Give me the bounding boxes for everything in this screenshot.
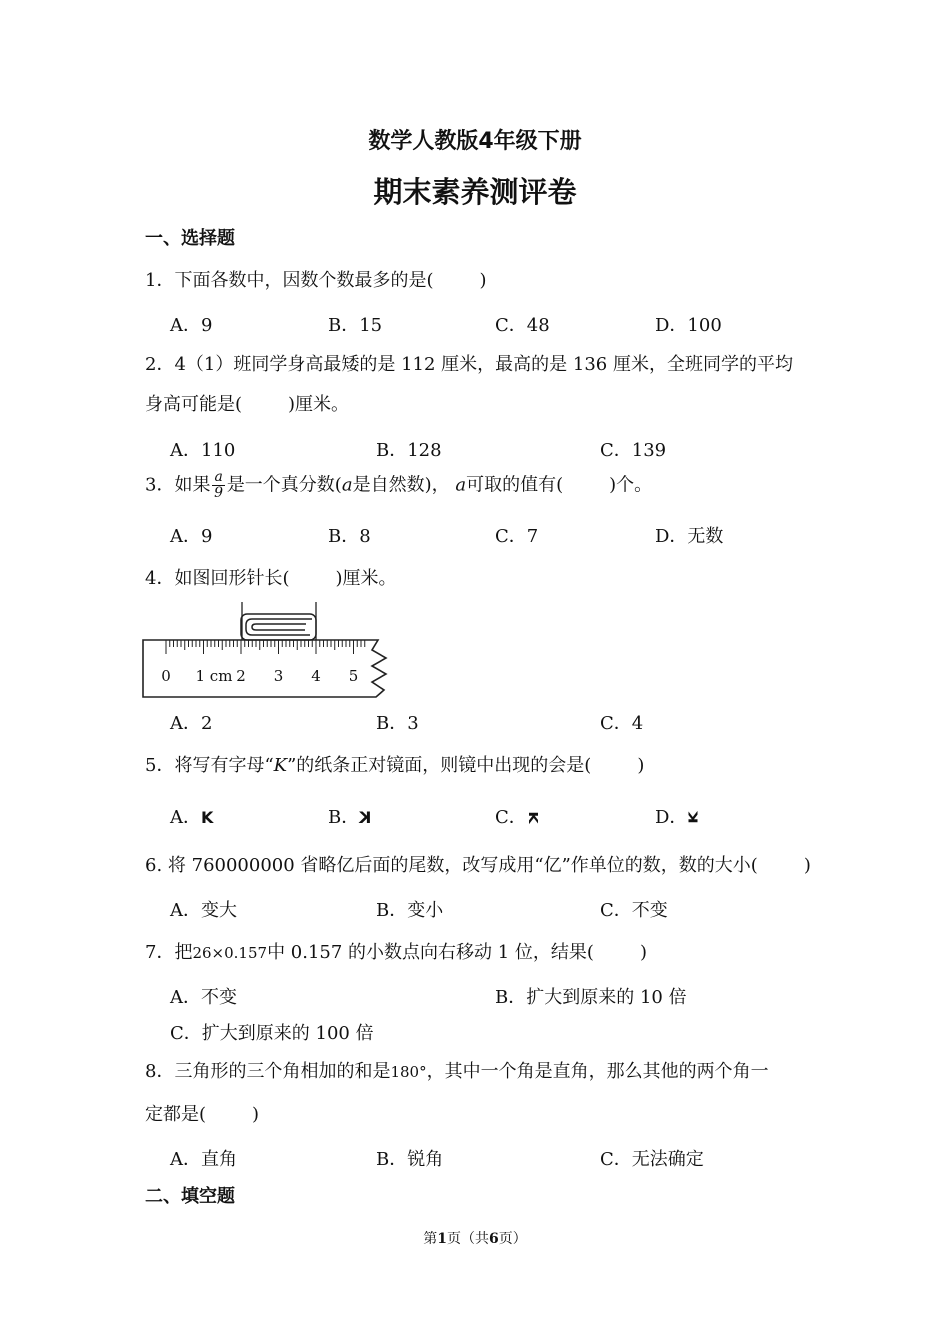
question-4 [145,564,397,590]
question-2-post: )厘米。 [288,394,350,415]
q5-option-a[interactable] [170,803,213,829]
page-footer [0,1228,950,1248]
question-7-post: 中 0.157 的小数点向右移动 1 位，结果( [267,942,594,963]
q7-option-a[interactable]: A．不变 [170,987,237,1008]
q6-option-c[interactable]: C．不变 [600,900,668,921]
page-title: 数学人教版4年级下册 [368,129,582,154]
q5-option-d[interactable] [655,803,700,829]
q1-option-b[interactable]: B．15 [328,315,383,336]
question-7-close: ) [639,942,647,963]
question-4-text: 4．如图回形针长( [145,568,290,589]
question-5-text: 5．将写有字母“ [145,755,274,776]
question-8-text: 定都是( [145,1104,207,1125]
q6-option-a[interactable]: A．变大 [170,900,237,921]
q4-option-b[interactable]: B．3 [376,713,419,734]
question-8-line-1 [145,1057,769,1083]
q7-option-b[interactable]: B．扩大到原来的 10 倍 [495,987,687,1008]
question-6-text: 6. 将 760000000 省略亿后面的尾数，改写成用“亿”作单位的数，数的大小( [145,855,758,876]
q2-option-a[interactable]: A．110 [170,440,236,461]
footer-mid: 页（共 [447,1231,489,1247]
q3-option-a[interactable]: A．9 [170,526,213,547]
question-5-post: ”的纸条正对镜面，则镜中出现的会是( [287,755,592,776]
page-subtitle: 期末素养测评卷 [373,175,577,209]
q5-option-d-label: D． [655,807,688,828]
question-2-text: 身高可能是( [145,394,243,415]
question-2-line-1: 2．4（1）班同学身高最矮的是 112 厘米，最高的是 136 厘米，全班同学的平均 [145,354,793,375]
expression: 26×0.157 [192,944,268,962]
q3-option-d[interactable]: D．无数 [655,526,724,547]
q5-option-b-label: B． [328,807,360,828]
q2-option-c[interactable]: C．139 [600,440,667,461]
question-2-line-2 [145,390,349,416]
question-3 [145,470,652,501]
fraction-denominator: 9 [214,485,224,501]
ruler-paperclip-figure [140,600,400,702]
k-normal-glyph: K [201,808,214,827]
q1-option-d[interactable]: D．100 [655,315,722,336]
q5-option-b[interactable] [328,803,372,829]
ruler-label: 4 [311,667,321,685]
question-6-close: ) [803,855,811,876]
question-3-mid: 是一个真分数( [226,474,342,496]
question-1-close: ) [479,270,487,291]
q3-option-c[interactable]: C．7 [495,526,539,547]
footer-pre: 第 [423,1231,438,1247]
q1-option-c[interactable]: C．48 [495,315,550,336]
q5-option-c[interactable] [495,803,539,829]
k-rotated-glyph: K [525,811,541,824]
q8-option-b[interactable]: B．锐角 [376,1149,444,1170]
q4-option-c[interactable]: C．4 [600,713,644,734]
q5-option-c-label: C． [495,807,527,828]
question-1 [145,266,487,292]
question-8-pre: 8．三角形的三个角相加的和是 [145,1061,391,1082]
question-3-mid2: 是自然数)， [352,474,450,496]
q4-option-a[interactable]: A．2 [170,713,213,734]
question-8-line-2 [145,1100,259,1126]
footer-post: 页） [498,1231,527,1247]
ruler-label: 3 [273,667,284,685]
ruler-label: 0 [161,667,171,685]
ruler-label: 2 [236,667,246,685]
question-6 [145,851,811,877]
k-rotated-glyph-2: K [686,811,702,824]
question-1-text: 1．下面各数中，因数个数最多的是( [145,270,434,291]
section-heading-fill: 二、填空题 [145,1186,235,1207]
paperclip-icon [241,614,316,640]
q7-option-c[interactable]: C．扩大到原来的 100 倍 [170,1023,374,1044]
variable-a: a [341,474,353,496]
variable-a-2: a [455,474,467,496]
question-7-pre: 7．把 [145,942,193,963]
q1-option-a[interactable]: A．9 [170,315,213,336]
footer-total-pages: 6 [489,1231,499,1247]
question-5 [145,751,644,777]
q8-option-a[interactable]: A．直角 [170,1149,237,1170]
question-7 [145,938,647,964]
ruler-label: 1 cm [195,667,233,685]
question-5-close: ) [637,755,645,776]
section-heading-choice: 一、选择题 [145,228,235,249]
k-mirrored-glyph: K [359,808,372,827]
fraction-a-over-9 [212,470,224,501]
question-3-pre: 3．如果 [145,474,211,496]
question-3-post2: )个。 [609,474,653,496]
q8-option-c[interactable]: C．无法确定 [600,1149,704,1170]
question-8-close: ) [252,1104,260,1125]
letter-k: K [273,755,288,776]
footer-page-number: 1 [437,1231,447,1247]
question-3-post: 可取的值有( [466,474,564,496]
q5-option-a-label: A． [170,807,201,828]
q3-option-b[interactable]: B．8 [328,526,371,547]
q2-option-b[interactable]: B．128 [376,440,442,461]
question-8-post: ，其中一个角是直角，那么其他的两个角一 [426,1061,769,1082]
q6-option-b[interactable]: B．变小 [376,900,444,921]
degree-value: 180° [390,1063,427,1081]
question-4-post: )厘米。 [335,568,397,589]
ruler-label: 5 [348,667,359,685]
fraction-numerator: a [214,469,223,485]
